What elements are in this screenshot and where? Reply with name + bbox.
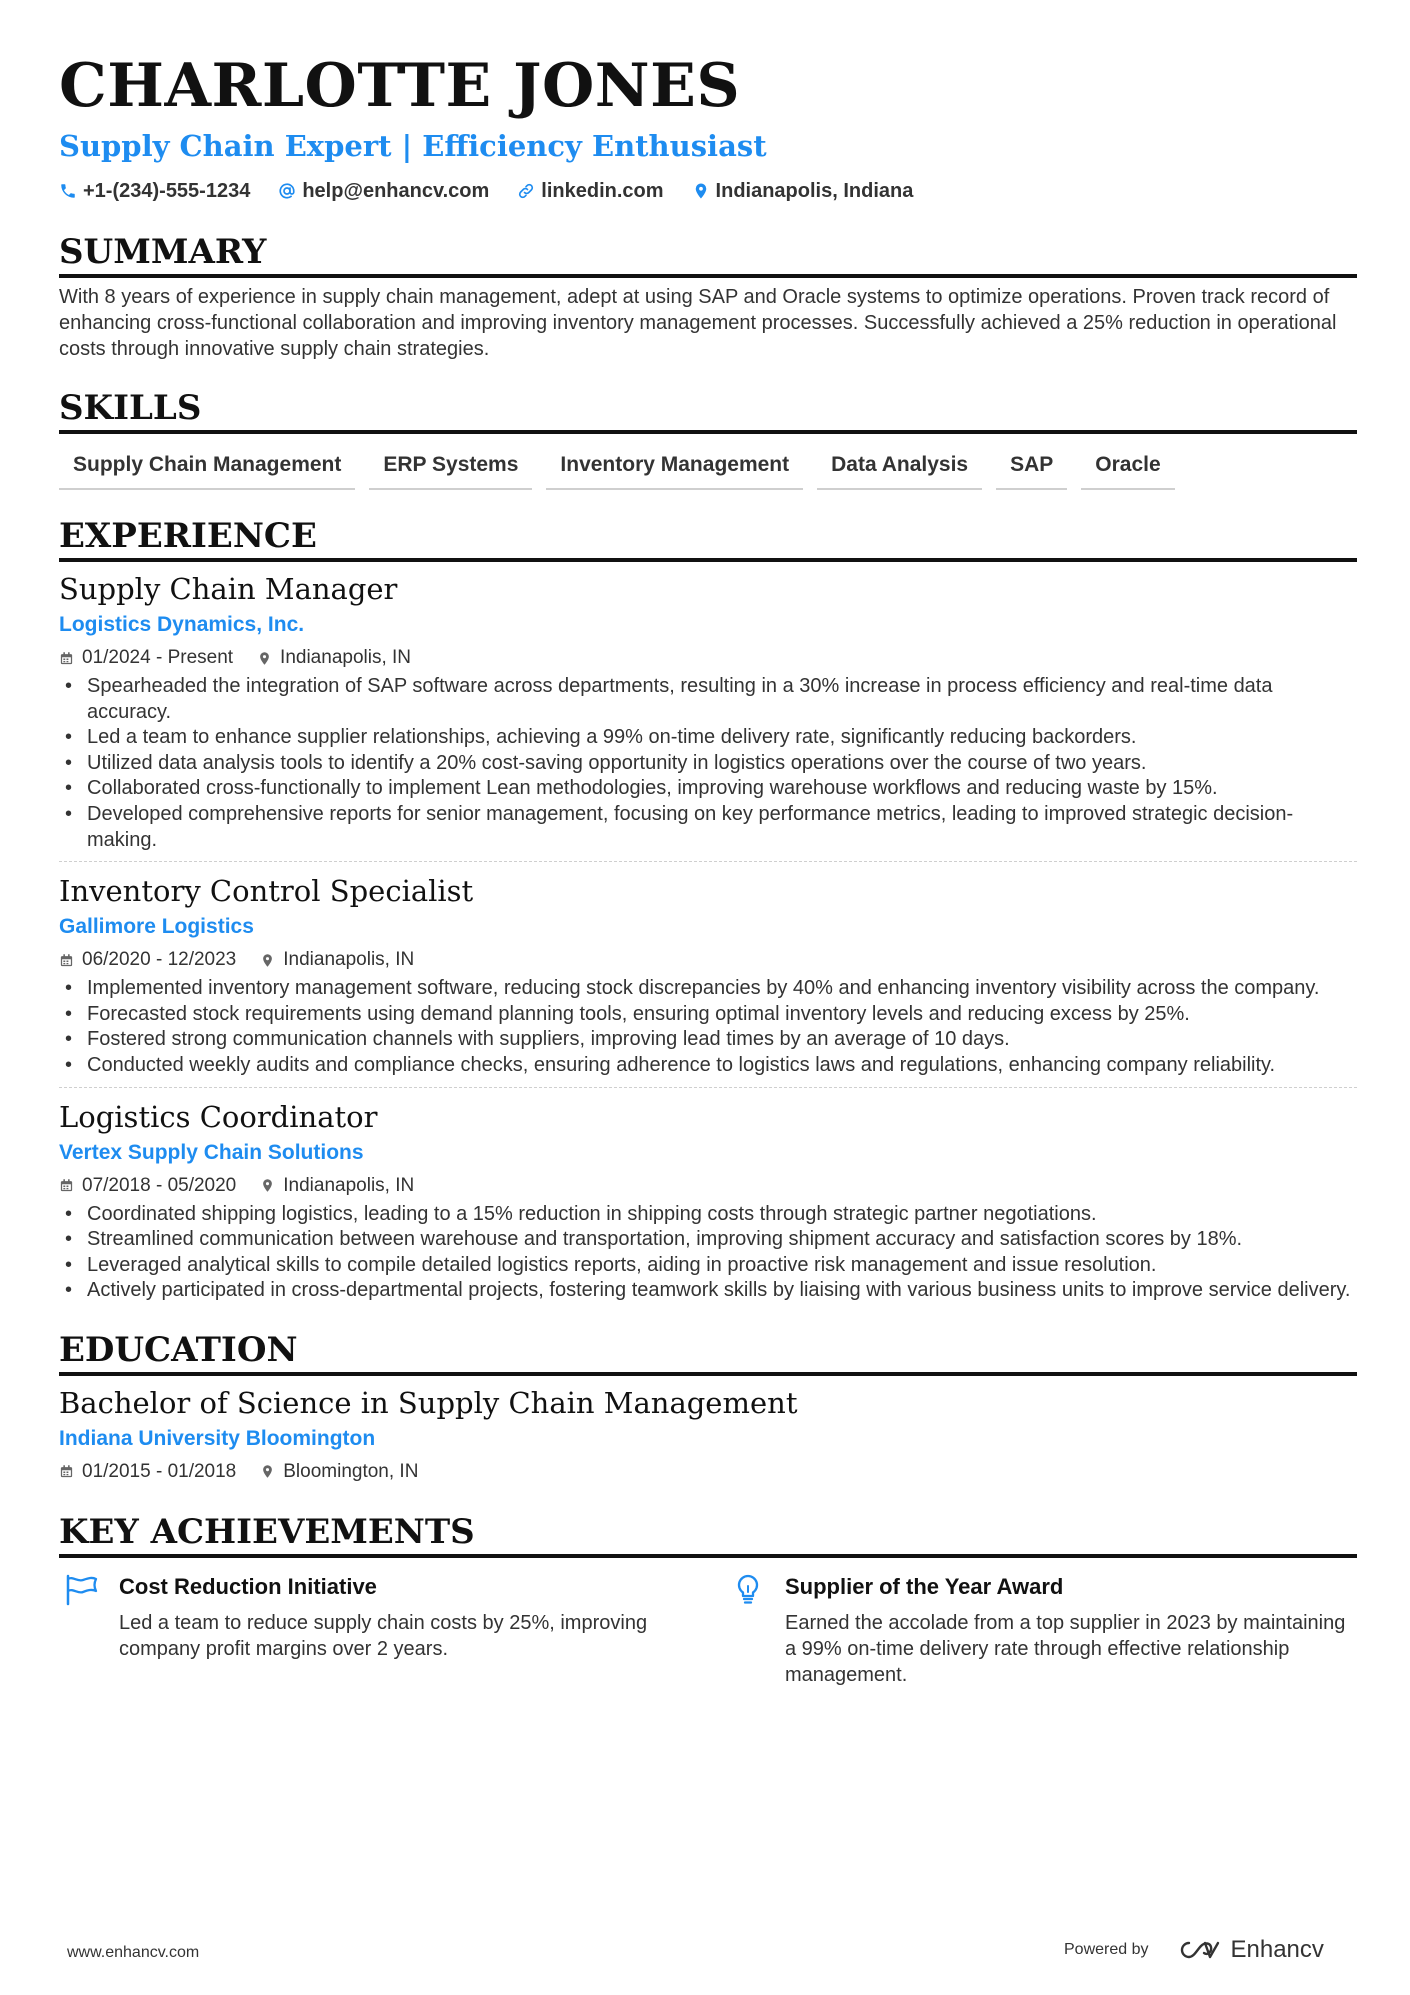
job-meta [59,1172,1357,1200]
job-role: Inventory Control Specialist [59,874,474,909]
degree: Bachelor of Science in Supply Chain Management [59,1385,798,1420]
education-dates: 01/2015 - 01/2018 [82,1460,237,1482]
education-section [59,1328,1357,1486]
calendar-icon [59,953,74,968]
location-pin-icon [692,182,710,200]
job-dates: 06/2020 - 12/2023 [82,949,237,971]
summary-text: With 8 years of experience in supply chain management, adept at using SAP and Oracle systems to optimize operations. Proven track record of enhancing cross-functional collaboration and improving inventory management processes. Successfully achieved a 25% reduction in operational costs through innovative supply chain strategies. [59,286,1337,360]
achievement-item [725,1572,1357,1688]
achievement-description: Led a team to reduce supply chain costs by 25%, improving company profit margins over 2 years. [119,1611,648,1660]
location-pin-icon [260,1178,275,1193]
contact-link[interactable] [517,176,663,206]
contact-link-text: linkedin.com [541,180,664,202]
job-role: Supply Chain Manager [59,572,398,606]
contact-email-text: help@enhancv.com [302,180,490,202]
job-company[interactable]: Vertex Supply Chain Solutions [59,1140,364,1164]
experience-section [59,514,1357,1304]
experience-entry [59,1087,1357,1304]
location-pin-icon [257,651,272,666]
achievement-title: Supplier of the Year Award [785,1573,1064,1599]
school[interactable]: Indiana University Bloomington [59,1426,376,1450]
job-bullet: • Forecasted stock requirements using demand planning tools, ensuring optimal inventory levels and reducing excess by 25%. [59,1002,1357,1028]
achievement-title: Cost Reduction Initiative [119,1573,377,1599]
brand-name: Enhancv [1230,1936,1324,1963]
job-bullets [59,1202,1357,1304]
job-dates: 07/2018 - 05/2020 [82,1174,237,1196]
skill-tag: Data Analysis [817,448,982,490]
skill-tag: Inventory Management [546,448,803,490]
job-dates: 01/2024 - Present [82,647,234,668]
experience-entry [59,562,1357,853]
job-location: Indianapolis, IN [283,949,415,971]
flag-icon [64,1574,100,1606]
job-location: Indianapolis, IN [280,647,412,668]
skills-title: SKILLS [59,386,1357,434]
achievements-list [59,1572,1357,1688]
calendar-icon [59,1178,74,1193]
job-role: Logistics Coordinator [59,1099,378,1134]
calendar-icon [59,651,74,666]
job-company[interactable]: Logistics Dynamics, Inc. [59,613,305,636]
job-bullet: • Led a team to enhance supplier relationships, achieving a 99% on-time delivery rate, significantly reducing backorders. [59,725,1357,751]
candidate-headline: Supply Chain Expert | Efficiency Enthusiast [59,129,767,163]
resume-header [59,46,1357,206]
job-bullet: • Collaborated cross-functionally to implement Lean methodologies, improving warehouse workflows and reducing waste by 15%. [59,776,1357,802]
contact-phone-text: +1-(234)-555-1234 [83,180,251,202]
job-bullet: • Fostered strong communication channels with suppliers, improving lead times by an average of 10 days. [59,1027,1357,1053]
job-bullets [59,976,1357,1078]
link-icon [517,182,535,200]
achievements-title: KEY ACHIEVEMENTS [59,1510,1357,1558]
job-bullet: • Streamlined communication between warehouse and transportation, improving shipment accuracy and satisfaction scores by 18%. [59,1227,1357,1253]
contact-location [692,176,914,206]
experience-title: EXPERIENCE [59,514,1357,562]
contact-bar [59,176,1357,206]
job-company[interactable]: Gallimore Logistics [59,915,254,939]
skills-list [59,448,1357,490]
skill-tag: ERP Systems [369,448,532,490]
footer-website[interactable]: www.enhancv.com [67,1944,200,1961]
job-bullet: • Coordinated shipping logistics, leading to a 15% reduction in shipping costs through strategic partner negotiations. [59,1202,1357,1228]
job-location: Indianapolis, IN [283,1174,415,1196]
footer-brand [1064,1936,1324,1964]
enhancv-logo-icon [1175,1939,1223,1961]
education-meta [59,1458,1357,1486]
education-location: Bloomington, IN [283,1460,419,1482]
at-icon [278,182,296,200]
skill-tag: Oracle [1081,448,1174,490]
phone-icon [59,182,77,200]
job-bullet: • Developed comprehensive reports for senior management, focusing on key performance metrics, leading to improved strategic decision-making. [59,802,1357,853]
experience-entry [59,861,1357,1078]
location-pin-icon [260,1464,275,1479]
job-meta [59,946,1357,974]
job-bullet: • Spearheaded the integration of SAP software across departments, resulting in a 30% increase in process efficiency and real-time data accuracy. [59,674,1357,725]
achievement-description: Earned the accolade from a top supplier in 2023 by maintaining a 99% on-time delivery rate through effective relationship management. [785,1611,1346,1686]
achievement-item [59,1572,725,1688]
powered-by-label: Powered by [1064,1941,1149,1958]
contact-location-text: Indianapolis, Indiana [715,180,914,202]
resume-page [59,46,1357,1688]
summary-title: SUMMARY [59,230,1357,278]
candidate-name: CHARLOTTE JONES [59,51,741,121]
job-bullet: • Implemented inventory management software, reducing stock discrepancies by 40% and enhancing inventory visibility across the company. [59,976,1357,1002]
brand-logo[interactable] [1175,1936,1324,1964]
job-bullets [59,674,1357,853]
education-title: EDUCATION [59,1328,1357,1376]
job-meta [59,644,1357,672]
education-entry [59,1376,1357,1486]
skill-tag: Supply Chain Management [59,448,355,490]
lightbulb-icon [730,1574,766,1606]
achievements-section [59,1510,1357,1688]
job-bullet: • Actively participated in cross-departmental projects, fostering teamwork skills by liaising with various business units to improve service delivery. [59,1278,1357,1304]
summary-section [59,230,1357,362]
job-bullet: • Leveraged analytical skills to compile detailed logistics reports, aiding in proactive risk management and issue resolution. [59,1253,1357,1279]
contact-email[interactable] [278,176,489,206]
contact-phone[interactable] [59,176,250,206]
job-bullet: • Utilized data analysis tools to identify a 20% cost-saving opportunity in logistics operations over the course of two years. [59,751,1357,777]
job-bullet: • Conducted weekly audits and compliance checks, ensuring adherence to logistics laws and regulations, enhancing company reliability. [59,1053,1357,1079]
skill-tag: SAP [996,448,1067,490]
skills-section [59,386,1357,490]
location-pin-icon [260,953,275,968]
calendar-icon [59,1464,74,1479]
